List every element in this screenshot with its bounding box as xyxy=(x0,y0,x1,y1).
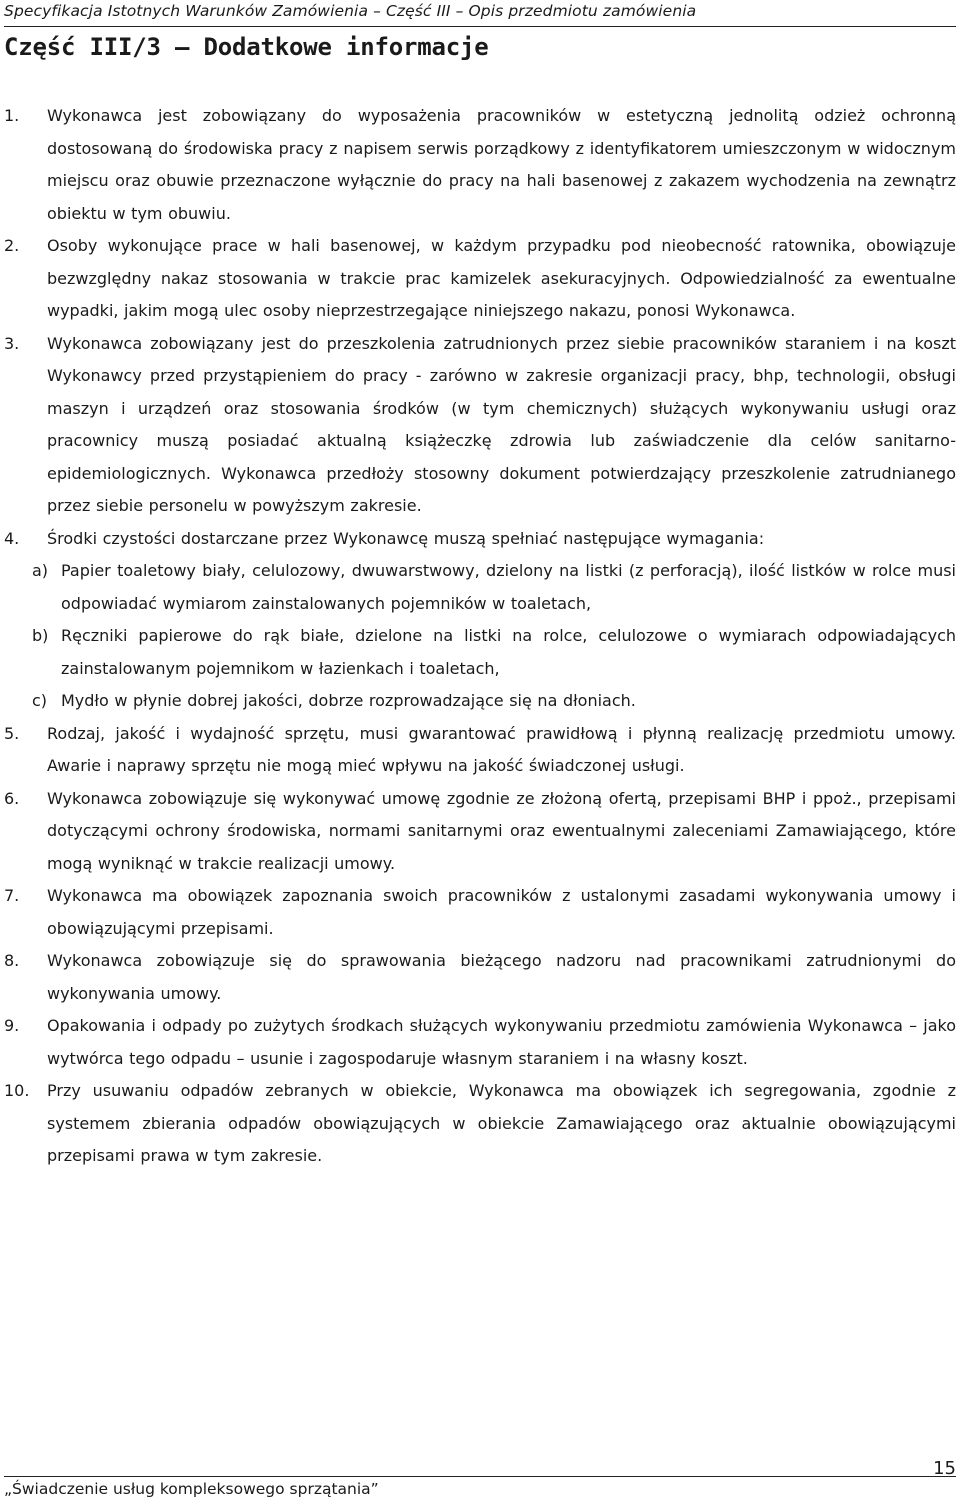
sub-item-text: Papier toaletowy biały, celulozowy, dwuwarstwowy, dzielony na listki (z perforacją), ilość listków w rolce musi odpowiadać wymiarom zainstalowanych pojemników w toaletach, xyxy=(61,561,956,613)
item-text: Osoby wykonujące prace w hali basenowej, w każdym przypadku pod nieobecność ratownika, obowiązuje bezwzględny nakaz stosowania w trakcie prac kamizelek asekuracyjnych. Odpowiedzialność za ewentualne wypadki, jakim mogą ulec osoby nieprzestrzegające niniejszego nakazu, ponosi Wykonawca. xyxy=(47,236,956,320)
item-text: Rodzaj, jakość i wydajność sprzętu, musi gwarantować prawidłową i płynną realizację przedmiotu umowy. Awarie i naprawy sprzętu nie mogą mieć wpływu na jakość świadczonej usługi. xyxy=(47,723,956,775)
list-item-10 xyxy=(0,1075,960,1173)
list-item-3 xyxy=(0,328,960,523)
item-text: Wykonawca zobowiązuje się do sprawowania bieżącego nadzoru nad pracownikami zatrudnionymi do wykonywania umowy. xyxy=(47,951,956,1003)
sub-item-text: Ręczniki papierowe do rąk białe, dzielone na listki na rolce, celulozowe o wymiarach odpowiadających zainstalowanym pojemnikom w łazienkach i toaletach, xyxy=(61,626,956,678)
list-item-8 xyxy=(0,945,960,1010)
item-text: Wykonawca ma obowiązek zapoznania swoich pracowników z ustalonymi zasadami wykonywania umowy i obowiązującymi przepisami. xyxy=(47,886,956,938)
item-text: Przy usuwaniu odpadów zebranych w obiekcie, Wykonawca ma obowiązek ich segregowania, zgodnie z systemem zbierania odpadów obowiązujących w obiekcie Zamawiającego oraz aktualnie obowiązującymi przepisami prawa w tym zakresie. xyxy=(47,1081,956,1165)
item-number: 8. xyxy=(4,951,20,970)
item-number: 3. xyxy=(4,333,20,353)
sub-item-letter: a) xyxy=(32,561,49,580)
sub-item-letter: b) xyxy=(32,626,49,645)
sub-item-b xyxy=(0,620,960,685)
list-item-5 xyxy=(0,718,960,783)
page-number: 15 xyxy=(933,1458,956,1479)
item-number: 2. xyxy=(4,236,20,255)
item-number: 6. xyxy=(4,788,20,808)
list-item-6 xyxy=(0,783,960,881)
item-number: 10. xyxy=(4,1081,30,1100)
list-item-1 xyxy=(0,100,960,230)
header-text: Specyfikacja Istotnych Warunków Zamówienia – Część III – Opis przedmiotu zamówienia xyxy=(4,2,697,20)
item-number: 1. xyxy=(4,106,20,125)
sub-item-text: Mydło w płynie dobrej jakości, dobrze rozprowadzające się na dłoniach. xyxy=(61,691,636,710)
page-header xyxy=(4,0,956,27)
list-item-2 xyxy=(0,230,960,328)
item-text: Wykonawca zobowiązuje się wykonywać umowę zgodnie ze złożoną ofertą, przepisami BHP i ppoż., przepisami dotyczącymi ochrony środowiska, normami sanitarnymi oraz ewentualnymi zaleceniami Zamawiającego, które mogą wyniknąć w trakcie realizacji umowy. xyxy=(47,788,956,873)
item-text: Opakowania i odpady po zużytych środkach służących wykonywaniu przedmiotu zamówienia Wykonawca – jako wytwórca tego odpadu – usunie i zagospodaruje własnym staraniem i na własny koszt. xyxy=(47,1016,956,1068)
page-footer xyxy=(4,1476,956,1504)
item-number: 4. xyxy=(4,528,20,548)
list-item-4 xyxy=(0,523,960,556)
list-item-7 xyxy=(0,880,960,945)
sub-item-a xyxy=(0,555,960,620)
item-text: Wykonawca jest zobowiązany do wyposażenia pracowników w estetyczną jednolitą odzież ochronną dostosowaną do środowiska pracy z napisem serwis porządkowy z identyfikatorem umieszczonym w widocznym miejscu oraz obuwie przeznaczone wyłącznie do pracy na hali basenowej z zakazem wychodzenia na zewnątrz obiektu w tym obuwiu. xyxy=(47,106,956,223)
footer-text: „Świadczenie usług kompleksowego sprzątania” xyxy=(4,1480,379,1498)
item-text: Wykonawca zobowiązany jest do przeszkolenia zatrudnionych przez siebie pracowników staraniem i na koszt Wykonawcy przed przystąpieniem do pracy - zarówno w zakresie organizacji pracy, bhp, technologii, obsługi maszyn i urządzeń oraz stosowania środków (w tym chemicznych) służących wykonywaniu usługi oraz pracownicy muszą posiadać aktualną książeczkę zdrowia lub zaświadczenie dla celów sanitarno-epidemiologicznych. Wykonawca przedłoży stosowny dokument potwierdzający przeszkolenie zatrudnianego przez siebie personelu w powyższym zakresie. xyxy=(47,333,956,515)
numbered-list xyxy=(0,100,960,1173)
item-number: 9. xyxy=(4,1016,20,1035)
list-item-9 xyxy=(0,1010,960,1075)
item-number: 7. xyxy=(4,886,20,905)
item-number: 5. xyxy=(4,723,20,743)
section-title: Część III/3 – Dodatkowe informacje xyxy=(4,33,489,61)
sub-item-c xyxy=(0,685,960,718)
sub-item-letter: c) xyxy=(32,691,48,710)
item-text: Środki czystości dostarczane przez Wykonawcę muszą spełniać następujące wymagania: xyxy=(47,528,765,548)
